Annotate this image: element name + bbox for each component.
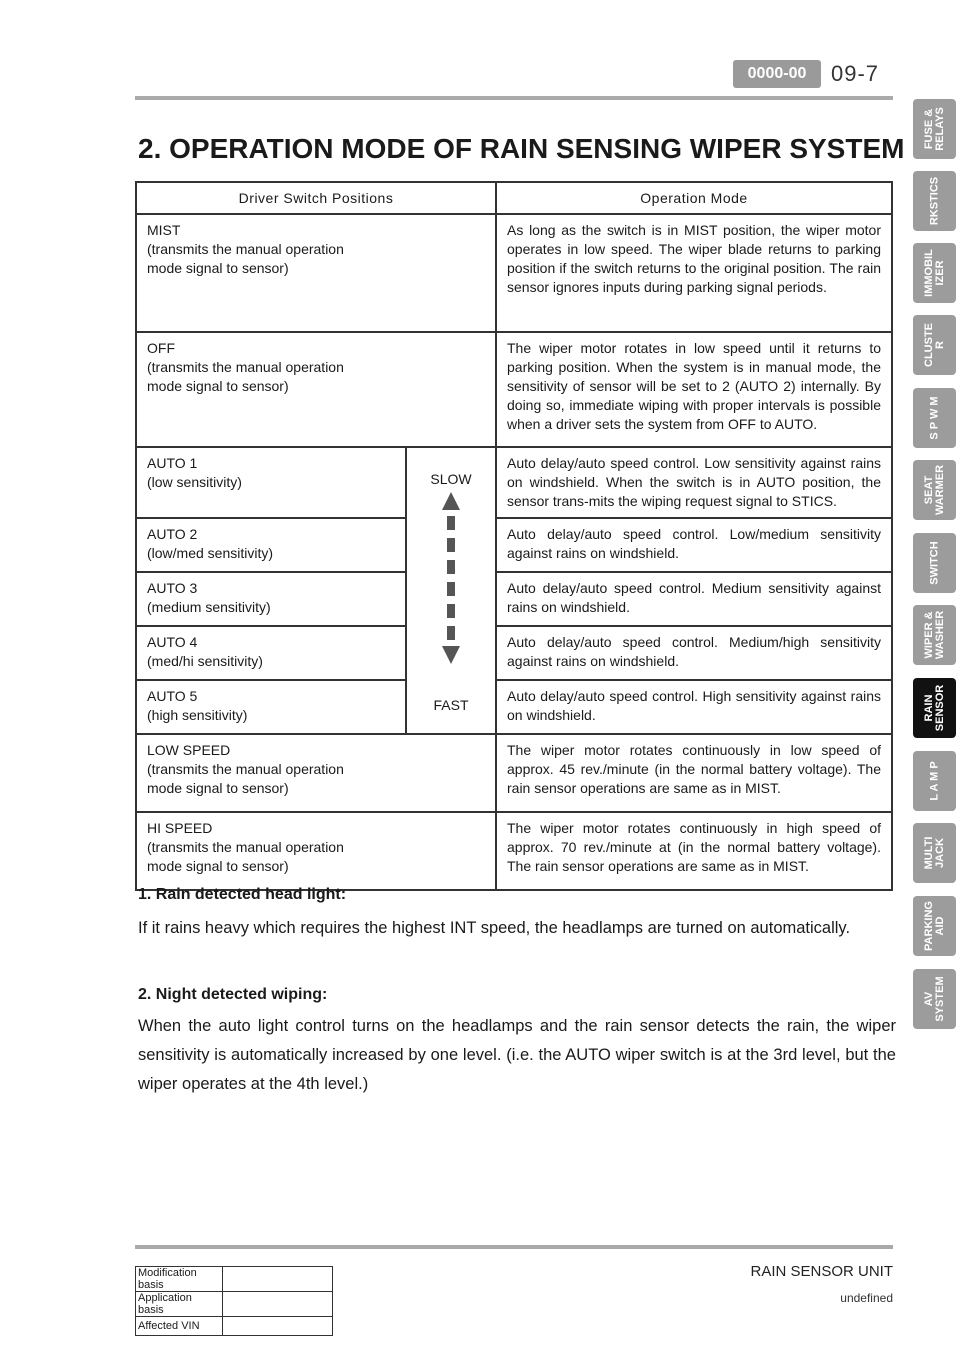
section-heading-headlight: 1. Rain detected head light: — [138, 886, 347, 903]
table-row — [136, 214, 892, 332]
tab-parking-aid[interactable] — [913, 896, 956, 956]
table-row — [136, 1317, 333, 1336]
switch-text: AUTO 4 (med/hi sensitivity) — [147, 634, 263, 669]
mode-cell — [496, 734, 892, 812]
tab-label: MULTI JACK — [922, 836, 946, 870]
col-mode-header: Operation Mode — [496, 182, 892, 214]
switch-text: AUTO 1 (low sensitivity) — [147, 455, 242, 490]
switch-text: AUTO 2 (low/med sensitivity) — [147, 526, 274, 561]
table-row — [136, 447, 892, 518]
switch-cell — [136, 572, 406, 626]
mod-label: Affected VIN — [136, 1317, 223, 1336]
tab-label: SEAT WARMER — [922, 464, 946, 516]
mode-cell — [496, 214, 892, 332]
table-row — [136, 734, 892, 812]
switch-cell — [136, 734, 496, 812]
tab-label: SWITCH — [928, 541, 940, 585]
scale-fast-label: FAST — [433, 697, 469, 713]
tab-wiper-washer[interactable] — [913, 605, 956, 665]
sensitivity-scale — [406, 447, 496, 734]
mode-text: As long as the switch is in MIST position, the wiper motor operates in low speed. The wiper blade returns to parking position if the switch returns to the original position. The rain sensor ignores inputs during parking signal periods. — [507, 222, 881, 295]
table-row — [136, 812, 892, 890]
document-code: 0000-00 — [733, 60, 821, 88]
mode-text: Auto delay/auto speed control. Low/medium sensitivity against rains on windshield. — [507, 526, 881, 561]
tab-label: WIPER & WASHER — [922, 610, 946, 660]
table-row — [136, 680, 892, 734]
table-row — [136, 572, 892, 626]
tab-label: S P W M — [928, 396, 940, 440]
switch-cell — [136, 626, 406, 680]
switch-text: HI SPEED (transmits the manual operation mode signal to sensor) — [147, 820, 344, 874]
tab-label: RKSTICS — [928, 176, 940, 226]
tab-switch[interactable] — [913, 533, 956, 593]
switch-cell — [136, 518, 406, 572]
switch-text: LOW SPEED (transmits the manual operation mode signal to sensor) — [147, 742, 344, 796]
mode-text: The wiper motor rotates in low speed until it returns to parking position. When the system is in manual mode, the sensitivity of sensor will be set to 2 (AUTO 2) internally. By doing so, immediate wiping with proper intervals is possible when a driver sets the system from OFF to AUTO. — [507, 340, 881, 432]
tab-spwm[interactable] — [913, 388, 956, 448]
tab-fuse-relays[interactable] — [913, 99, 956, 159]
col-switch-header: Driver Switch Positions — [136, 182, 496, 214]
mode-cell — [496, 680, 892, 734]
mode-cell — [496, 812, 892, 890]
table-row — [136, 332, 892, 447]
tab-rain-sensor[interactable] — [913, 678, 956, 738]
mode-cell — [496, 572, 892, 626]
bottom-divider — [135, 1245, 893, 1249]
tab-rkstics[interactable] — [913, 171, 956, 231]
tab-label: CLUSTE R — [922, 323, 946, 367]
mode-text: Auto delay/auto speed control. Low sensitivity against rains on windshield. When the switch is in AUTO position, the sensor trans-mits the wiping request signal to STICS. — [507, 455, 881, 509]
switch-text: OFF (transmits the manual operation mode signal to sensor) — [147, 340, 344, 394]
mode-text: The wiper motor rotates continuously in low speed of approx. 45 rev./minute (in the normal battery voltage). The rain sensor operations are same as in MIST. — [507, 742, 881, 796]
tab-multi-jack[interactable] — [913, 823, 956, 883]
mode-cell — [496, 447, 892, 518]
mode-text: The wiper motor rotates continuously in high speed of approx. 70 rev./minute at (in the normal battery voltage). The rain sensor operations are same as in MIST. — [507, 820, 881, 874]
section-body-headlight: If it rains heavy which requires the highest INT speed, the headlamps are turned on automatically. — [138, 919, 851, 937]
footer-title: RAIN SENSOR UNIT — [750, 1263, 893, 1280]
mod-value — [223, 1267, 333, 1292]
tab-label: FUSE & RELAYS — [922, 107, 946, 151]
mode-text: Auto delay/auto speed control. High sensitivity against rains on windshield. — [507, 688, 881, 723]
switch-cell — [136, 332, 496, 447]
mode-cell — [496, 332, 892, 447]
mod-value — [223, 1292, 333, 1317]
switch-text: AUTO 3 (medium sensitivity) — [147, 580, 271, 615]
switch-cell — [136, 214, 496, 332]
mod-value — [223, 1317, 333, 1336]
scale-slow-label: SLOW — [430, 471, 472, 487]
top-divider — [135, 96, 893, 100]
tab-label: IMMOBIL IZER — [922, 249, 946, 297]
mode-text: Auto delay/auto speed control. Medium/high sensitivity against rains on windshield. — [507, 634, 881, 669]
tab-seat-warmer[interactable] — [913, 460, 956, 520]
tab-label: PARKING AID — [922, 901, 946, 951]
sensitivity-arrow-icon — [407, 492, 495, 692]
section-body-night-wiping: When the auto light control turns on the headlamps and the rain sensor detects the rain, the wiper sensitivity is automatically increased by one level. (i.e. the AUTO wiper switch is at the 3rd level, but the wiper operates at the 4th level.) — [138, 1017, 896, 1093]
mode-cell — [496, 626, 892, 680]
mod-label: Modification basis — [136, 1267, 223, 1292]
table-row — [136, 626, 892, 680]
switch-text: AUTO 5 (high sensitivity) — [147, 688, 248, 723]
modification-table — [135, 1266, 333, 1336]
tab-label: L A M P — [928, 761, 940, 801]
table-row — [136, 1267, 333, 1292]
switch-cell — [136, 447, 406, 518]
tab-cluster[interactable] — [913, 315, 956, 375]
mod-label: Application basis — [136, 1292, 223, 1317]
operation-mode-table — [135, 181, 893, 891]
tab-immobilizer[interactable] — [913, 243, 956, 303]
tab-label: RAIN SENSOR — [922, 684, 946, 732]
tab-av-system[interactable] — [913, 969, 956, 1029]
footer-subtitle: undefined — [840, 1291, 893, 1305]
switch-cell — [136, 812, 496, 890]
mode-text: Auto delay/auto speed control. Medium sensitivity against rains on windshield. — [507, 580, 881, 615]
table-header-row — [136, 182, 892, 214]
table-row — [136, 518, 892, 572]
tab-label: AV SYSTEM — [922, 976, 946, 1022]
tab-lamp[interactable] — [913, 751, 956, 811]
switch-text: MIST (transmits the manual operation mode signal to sensor) — [147, 222, 344, 276]
section-heading-night-wiping: 2. Night detected wiping: — [138, 986, 328, 1003]
page-title: 2. OPERATION MODE OF RAIN SENSING WIPER SYSTEM — [138, 133, 905, 164]
mode-cell — [496, 518, 892, 572]
page-number: 09-7 — [831, 61, 880, 86]
switch-cell — [136, 680, 406, 734]
table-row — [136, 1292, 333, 1317]
